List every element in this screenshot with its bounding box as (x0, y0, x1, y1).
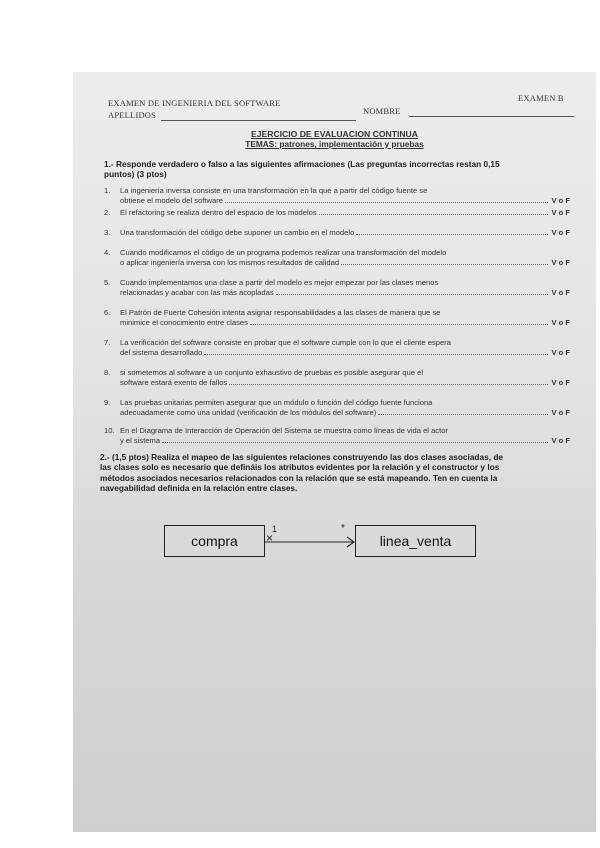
question1-heading-line1: 1.- Responde verdadero o falso a las siguientes afirmaciones (Las preguntas incorrectas restan 0,15 (104, 159, 500, 169)
true-false-mark: V o F (551, 407, 570, 417)
question2-line4: navegabilidad definida en la relación entre clases. (100, 482, 298, 493)
question1-heading (104, 159, 566, 179)
answer-dots[interactable] (276, 294, 549, 295)
item-text-line1: Cuando implementamos una clase a partir del modelo es mejor empezar por las clases menos (120, 278, 439, 287)
true-false-mark: V o F (551, 435, 570, 445)
question1-item (104, 426, 570, 446)
true-false-mark: V o F (551, 287, 570, 297)
exercise-title: EJERCICIO DE EVALUACION CONTINUA (251, 129, 418, 139)
item-text-line2: obtiene el modelo del software (120, 195, 224, 205)
surnames-line[interactable] (161, 120, 356, 121)
answer-dots[interactable] (378, 414, 548, 415)
true-false-mark: V o F (551, 228, 570, 237)
item-text-line2: minimice el conocimiento entre clases (120, 317, 248, 327)
item-text-line1: El Patrón de Fuerte Cohesión intenta asignar responsabilidades a las clases de manera que se (120, 308, 441, 317)
question1-item (104, 186, 570, 206)
question2-line1: 2.- (1,5 ptos) Realiza el mapeo de las siguientes relaciones construyendo las dos clases asociadas, de (100, 452, 504, 462)
question2-line2: las clases solo es necesario que defináis los atributos evidentes por la relación y el constructor y los (100, 462, 500, 473)
question2-statement (100, 452, 570, 493)
true-false-mark: V o F (551, 347, 570, 357)
question1-item (104, 278, 570, 298)
answer-dots[interactable] (341, 264, 548, 265)
item-text-line1: Las pruebas unitarias permiten asegurar que un módulo o función del código fuente funciona (120, 398, 433, 407)
item-number: 9. (104, 398, 111, 407)
true-false-mark: V o F (551, 195, 570, 205)
item-text-line1: La ingeniería inversa consiste en una transformación en la que a partir del código fuente se (120, 186, 428, 195)
exam-title: EXAMEN DE INGENIERIA DEL SOFTWARE (108, 98, 281, 108)
answer-dots[interactable] (225, 202, 548, 203)
true-false-mark: V o F (551, 208, 570, 217)
item-text-line1: En el Diagrama de Interacción de Operación del Sistema se muestra como líneas de vida el actor (120, 426, 448, 435)
exam-variant: EXAMEN B (518, 93, 564, 103)
item-text-line2: adecuadamente como una unidad (verificación de los módulos del software) (120, 407, 377, 417)
question1-item (104, 368, 570, 388)
true-false-mark: V o F (551, 317, 570, 327)
answer-dots[interactable] (356, 234, 548, 235)
answer-dots[interactable] (319, 214, 549, 215)
class-linea-venta-box (355, 525, 476, 557)
answer-dots[interactable] (162, 442, 548, 443)
class-compra-name: compra (191, 533, 238, 549)
question1-item (104, 398, 570, 418)
exam-sheet (73, 72, 596, 832)
item-text-line2: Una transformación del código debe suponer un cambio en el modelo (120, 228, 355, 237)
item-number: 8. (104, 368, 111, 377)
item-text-line2: El refactoring se realiza dentro del espacio de los modelos (120, 208, 317, 217)
item-number: 1. (104, 186, 111, 195)
class-compra-box (164, 525, 265, 557)
item-number: 5. (104, 278, 111, 287)
question1-heading-line2: puntos) (3 ptos) (104, 169, 167, 179)
question1-item (104, 228, 570, 238)
true-false-mark: V o F (551, 257, 570, 267)
item-text-line2: relacionadas y acabar con las más acopladas (120, 287, 274, 297)
item-text-line2: del sistema desarrollado (120, 347, 203, 357)
item-text-line1: Cuando modificamos el código de un programa podemos realizar una transformación del modelo (120, 248, 447, 257)
answer-dots[interactable] (204, 354, 548, 355)
item-text-line2: o aplicar ingeniería inversa con los mismos resultados de calidad (120, 257, 340, 267)
multiplicity-left: 1 (272, 524, 278, 534)
item-number: 3. (104, 228, 111, 237)
class-linea-venta-name: linea_venta (379, 533, 452, 549)
item-number: 4. (104, 248, 111, 257)
true-false-mark: V o F (551, 377, 570, 387)
answer-dots[interactable] (250, 324, 549, 325)
question1-item (104, 338, 570, 358)
exercise-topics: TEMAS: patrones, implementación y pruebas (245, 139, 424, 149)
name-label: NOMBRE (363, 106, 401, 116)
item-number: 7. (104, 338, 111, 347)
item-number: 6. (104, 308, 111, 317)
item-text-line2: software estará exento de fallos (120, 377, 228, 387)
item-text-line2: y el sistema (120, 435, 161, 445)
question2-line3: métodos asociados necesarios relacionados con la relación que se está mapeando. Ten en cuenta la (100, 472, 498, 483)
item-text-line1: La verificación del software consiste en probar que el software cumple con lo que el cliente espera (120, 338, 451, 347)
name-line[interactable] (409, 116, 574, 117)
item-text-line1: si sometemos al software a un conjunto exhaustivo de pruebas es posible asegurar que el (120, 368, 424, 377)
surnames-label: APELLIDOS (108, 110, 157, 120)
question1-item (104, 248, 570, 268)
question1-item (104, 208, 570, 218)
item-number: 2. (104, 208, 111, 217)
item-number: 10. (104, 426, 115, 435)
question1-item (104, 308, 570, 328)
non-navigable-x-icon: × (266, 531, 274, 545)
multiplicity-right: * (341, 523, 345, 534)
answer-dots[interactable] (229, 384, 548, 385)
